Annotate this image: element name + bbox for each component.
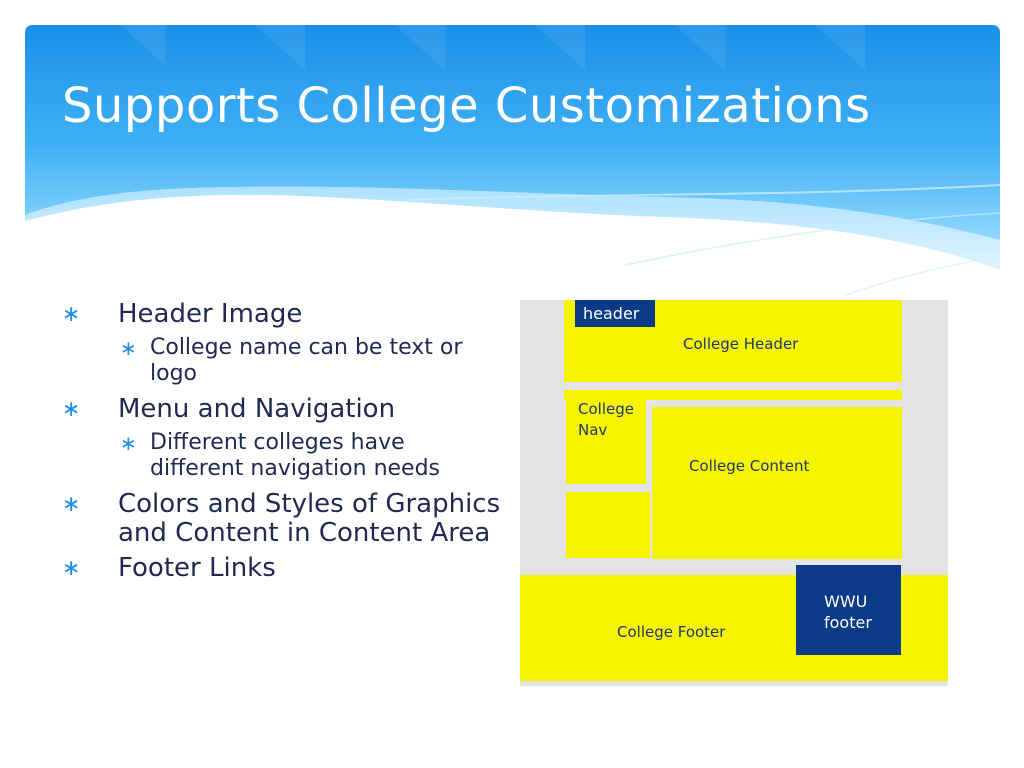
- college-footer-label: College Footer: [617, 623, 726, 641]
- bullet-asterisk-icon: ∗: [120, 336, 137, 360]
- layout-diagram: [520, 300, 948, 686]
- wwu-header-label: header: [583, 304, 640, 323]
- bullet-header-image: [62, 300, 502, 329]
- bullet-asterisk-icon: ∗: [62, 492, 81, 517]
- college-content-label: College Content: [689, 457, 810, 475]
- wwu-header-block: [575, 300, 655, 327]
- title-banner: [25, 25, 1000, 300]
- college-header-label: College Header: [683, 335, 799, 353]
- college-nav-block: [566, 400, 646, 484]
- bullet-text: Header Image: [118, 299, 303, 329]
- wwu-footer-block: [796, 565, 901, 655]
- bullet-colors-styles: [62, 490, 502, 548]
- bullet-asterisk-icon: ∗: [120, 431, 137, 455]
- college-content-block: [652, 407, 902, 559]
- bullet-text: Colors and Styles of Graphics and Content in Content Area: [118, 489, 501, 548]
- bullet-asterisk-icon: ∗: [62, 397, 81, 422]
- slide-title: Supports College Customizations: [62, 78, 871, 134]
- wwu-footer-label-line1: WWU: [824, 592, 868, 611]
- bullet-text: College name can be text or logo: [150, 335, 463, 386]
- bullet-text: Menu and Navigation: [118, 394, 396, 424]
- bullet-text: Footer Links: [118, 553, 276, 583]
- bullet-asterisk-icon: ∗: [62, 556, 81, 581]
- separator-bar: [564, 390, 902, 400]
- sub-bullet-college-name: [62, 335, 502, 387]
- bullet-footer-links: [62, 554, 502, 583]
- nav-filler-block: [566, 492, 650, 558]
- wwu-footer-label-line2: footer: [824, 613, 872, 632]
- bullet-list: [62, 300, 502, 589]
- sub-bullet-navigation-needs: [62, 430, 502, 482]
- banner-wave-graphic: [25, 25, 1000, 300]
- bullet-asterisk-icon: ∗: [62, 302, 81, 327]
- bullet-menu-navigation: [62, 395, 502, 424]
- bullet-text: Different colleges have different navigation needs: [150, 430, 441, 481]
- college-nav-label-line1: College: [578, 400, 634, 418]
- college-nav-label-line2: Nav: [578, 421, 608, 439]
